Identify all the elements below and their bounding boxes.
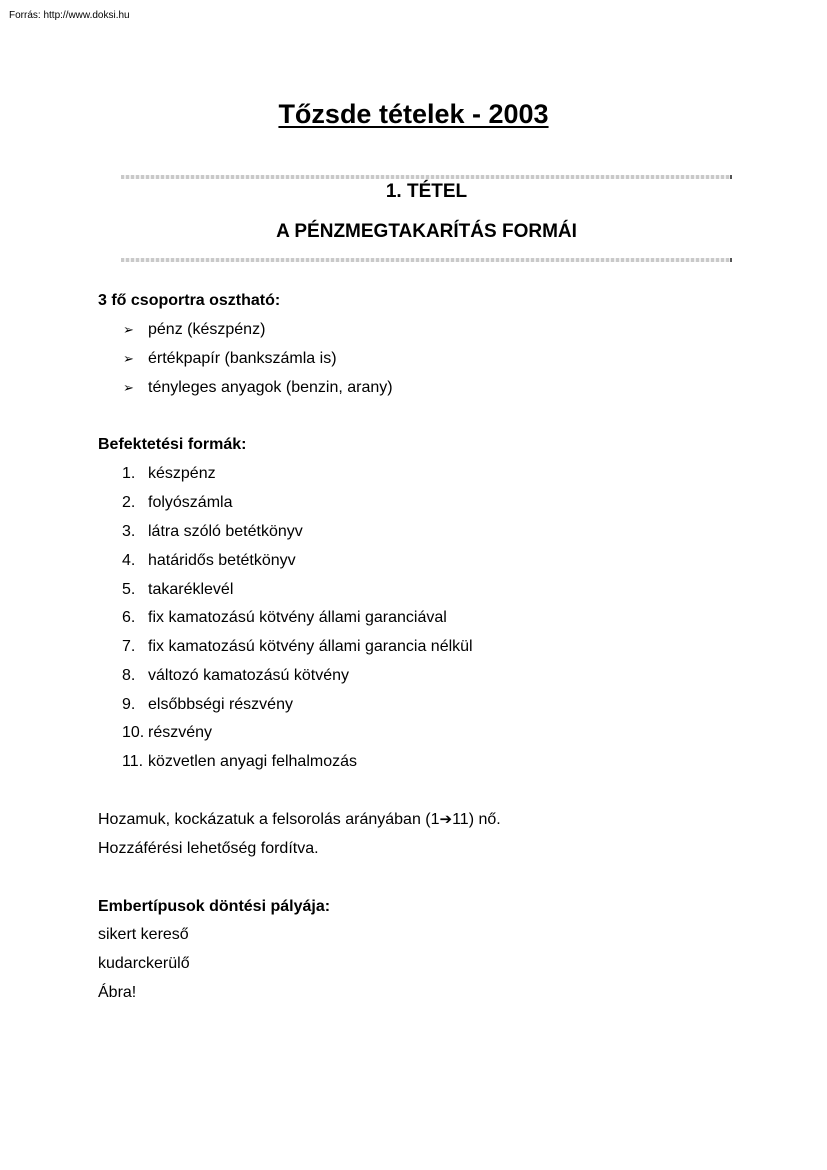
item-number: 7. [122, 638, 136, 655]
numbered-item [0, 695, 827, 715]
item-number: 11. [122, 753, 144, 770]
numbered-item [0, 522, 827, 542]
item-text: fix kamatozású kötvény állami garanciával [148, 609, 447, 626]
item-number: 3. [122, 523, 136, 540]
numbered-item [0, 752, 827, 772]
rule-bottom [121, 258, 732, 262]
access-note: Hozzáférési lehetőség fordítva. [98, 840, 319, 857]
item-number: 2. [122, 494, 136, 511]
bullet-item-text: értékpapír (bankszámla is) [148, 350, 337, 367]
bullet-item-text: pénz (készpénz) [148, 321, 266, 338]
arrowhead-bullet-icon: ➢ [123, 351, 134, 366]
item-text: készpénz [148, 465, 216, 482]
item-text: fix kamatozású kötvény állami garancia nélkül [148, 638, 473, 655]
numbered-item [0, 464, 827, 484]
numbered-item [0, 608, 827, 628]
people-line: kudarckerülő [98, 955, 190, 972]
item-text: takaréklevél [148, 581, 234, 598]
section-title: A PÉNZMEGTAKARÍTÁS FORMÁI [276, 221, 577, 242]
yield-note-prefix: Hozamuk, kockázatuk a felsorolás arányában (1 [98, 811, 440, 828]
item-number: 10. [122, 724, 145, 741]
numbered-item [0, 580, 827, 600]
bullet-item [0, 320, 827, 340]
numbered-item [0, 493, 827, 513]
right-arrow-icon: ➔ [439, 811, 453, 828]
rule-top [121, 175, 732, 179]
investments-heading: Befektetési formák: [98, 436, 247, 453]
numbered-item [0, 723, 827, 743]
arrowhead-bullet-icon: ➢ [123, 322, 134, 337]
section-number: 1. TÉTEL [385, 181, 468, 202]
yield-note-suffix: 11) nő. [452, 811, 501, 828]
item-text: változó kamatozású kötvény [148, 667, 349, 684]
people-line: sikert kereső [98, 926, 189, 943]
item-text: látra szóló betétkönyv [148, 523, 303, 540]
bullet-item [0, 349, 827, 369]
numbered-item [0, 637, 827, 657]
people-line: Ábra! [98, 984, 137, 1001]
groups-heading: 3 fő csoportra osztható: [98, 292, 281, 309]
people-heading: Embertípusok döntési pályája: [98, 898, 331, 915]
item-number: 5. [122, 581, 136, 598]
item-text: közvetlen anyagi felhalmozás [148, 753, 358, 770]
item-text: folyószámla [148, 494, 233, 511]
item-text: határidős betétkönyv [148, 552, 296, 569]
document-title: Tőzsde tételek - 2003 [278, 99, 549, 129]
item-number: 4. [122, 552, 136, 569]
source-line: Forrás: http://www.doksi.hu [9, 10, 130, 21]
item-text: elsőbbségi részvény [148, 696, 293, 713]
item-text: részvény [148, 724, 213, 741]
item-number: 8. [122, 667, 136, 684]
item-number: 9. [122, 696, 136, 713]
bullet-item [0, 378, 827, 398]
yield-note [98, 810, 501, 830]
numbered-item [0, 666, 827, 686]
bullet-item-text: tényleges anyagok (benzin, arany) [148, 379, 393, 396]
numbered-item [0, 551, 827, 571]
arrowhead-bullet-icon: ➢ [123, 380, 134, 395]
item-number: 1. [122, 465, 136, 482]
item-number: 6. [122, 609, 136, 626]
